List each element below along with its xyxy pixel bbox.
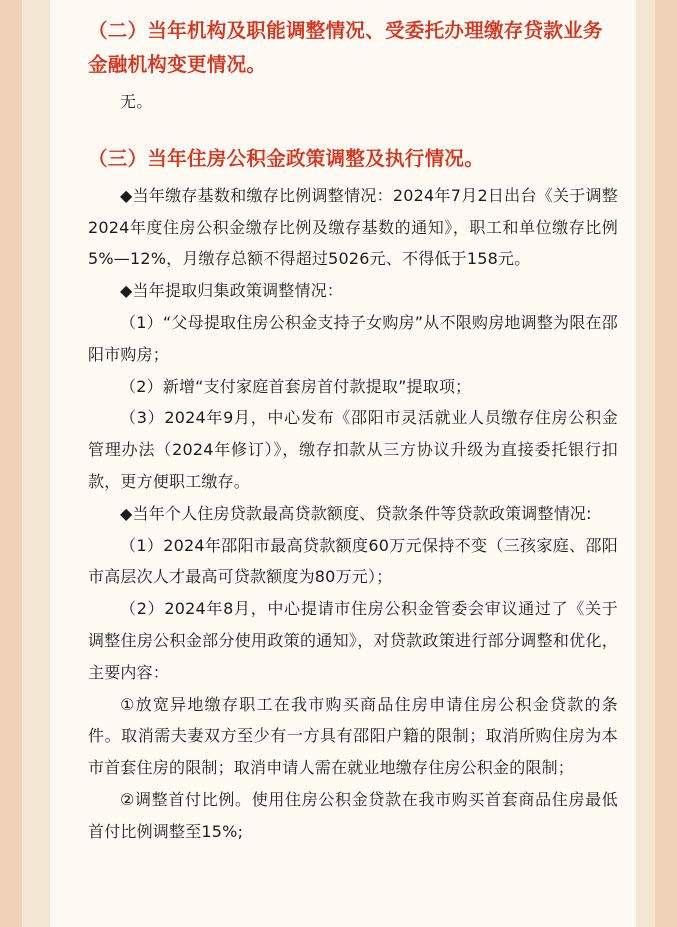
section-2-heading: （二）当年机构及职能调整情况、受委托办理缴存贷款业务金融机构变更情况。 xyxy=(88,19,603,76)
section-2-body: 无。 xyxy=(120,92,153,111)
paragraph-withdrawal-item-3: （3）2024年9月，中心发布《邵阳市灵活就业人员缴存住房公积金管理办法（2024年修订）》，缴存扣款从三方协议升级为直接委托银行扣款，更方便职工缴存。 xyxy=(88,408,618,491)
paragraph-withdrawal-item-2: （2）新增“支付家庭首套房首付款提取”提取项； xyxy=(120,376,472,396)
paragraph-loan-subitem-1: ①放宽异地缴存职工在我市购买商品住房申请住房公积金贷款的条件。取消需夫妻双方至少有一方具有邵阳户籍的限制；取消所购住房为本市首套住房的限制；取消申请人需在就业地缴存住房公积金的限制； xyxy=(88,694,618,778)
paragraph-loan-item-2: （2）2024年8月，中心提请市住房公积金管委会审议通过了《关于调整住房公积金部分使用政策的通知》，对贷款政策进行部分调整和优化，主要内容： xyxy=(88,599,618,682)
paragraph-withdrawal-heading: ◆当年提取归集政策调整情况： xyxy=(120,281,344,301)
paragraph-contribution-adjustment: ◆当年缴存基数和缴存比例调整情况：2024年7月2日出台《关于调整2024年度住房公积金缴存比例及缴存基数的通知》，职工和单位缴存比例5%—12%，月缴存总额不得超过5026元、不得低于158元。 xyxy=(88,185,618,269)
paragraph-loan-item-1: （1）2024年邵阳市最高贷款额度60万元保持不变（三孩家庭、邵阳市高层次人才最高可贷款额度为80万元）； xyxy=(88,535,618,587)
left-decorative-strip xyxy=(0,0,22,927)
section-3-heading: （三）当年住房公积金政策调整及执行情况。 xyxy=(88,146,485,170)
paragraph-withdrawal-item-1: （1）“父母提取住房公积金支持子女购房”从不限购房地调整为限在邵阳市购房； xyxy=(88,312,618,364)
document-sheet xyxy=(50,0,636,927)
paragraph-loan-heading: ◆当年个人住房贷款最高贷款额度、贷款条件等贷款政策调整情况: xyxy=(120,503,592,523)
right-decorative-strip xyxy=(655,0,677,927)
paragraph-loan-subitem-2: ②调整首付比例。使用住房公积金贷款在我市购买首套商品住房最低首付比例调整至15%; xyxy=(88,789,618,841)
